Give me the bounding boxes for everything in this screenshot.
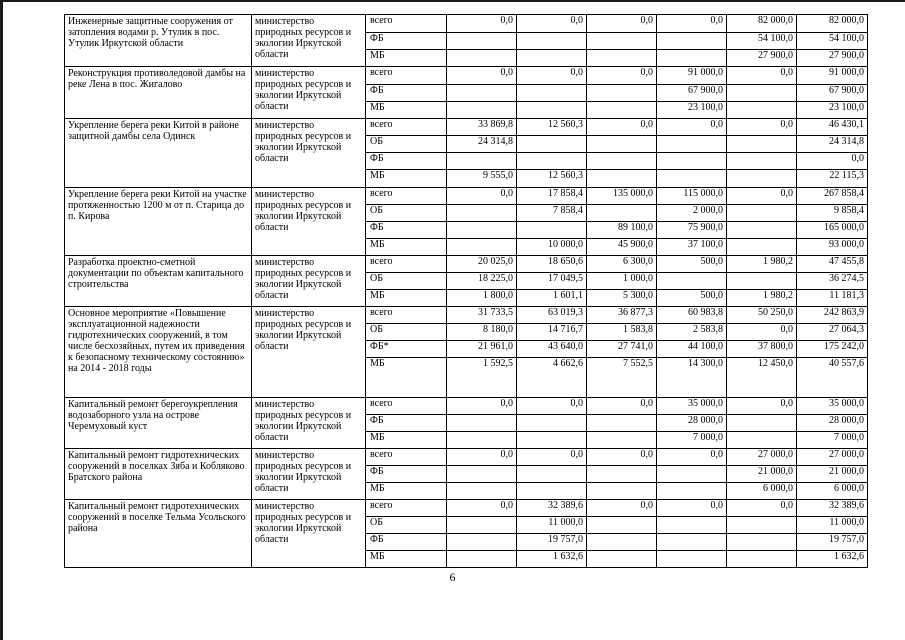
funding-source-cell: ОБ	[366, 273, 447, 290]
funding-source-cell: МБ	[366, 239, 447, 256]
funding-source-cell: МБ	[366, 102, 447, 119]
year-value-cell	[447, 222, 517, 239]
year-value-cell: 115 000,0	[657, 188, 727, 205]
table-row	[65, 119, 868, 136]
year-value-cell	[587, 517, 657, 534]
funding-source-cell: всего	[366, 307, 447, 324]
page-number: 6	[449, 570, 456, 584]
year-value-cell	[587, 534, 657, 551]
executor-cell: министерство природных ресурсов и экологии Иркутской области	[252, 67, 366, 119]
funding-source-cell: всего	[366, 449, 447, 466]
year-value-cell: 0,0	[447, 15, 517, 33]
year-value-cell	[727, 551, 797, 568]
year-value-cell	[657, 517, 727, 534]
year-value-cell: 37 800,0	[727, 341, 797, 358]
funding-source-cell: ФБ	[366, 222, 447, 239]
year-value-cell: 1 980,2	[727, 290, 797, 307]
year-value-cell	[727, 170, 797, 188]
year-value-cell: 60 983,8	[657, 307, 727, 324]
year-value-cell: 0,0	[587, 15, 657, 33]
year-value-cell	[657, 33, 727, 50]
year-value-cell: 75 900,0	[657, 222, 727, 239]
year-value-cell	[447, 534, 517, 551]
year-value-cell	[517, 415, 587, 432]
total-value-cell: 19 757,0	[797, 534, 868, 551]
year-value-cell	[447, 239, 517, 256]
year-value-cell	[517, 136, 587, 153]
total-value-cell: 93 000,0	[797, 239, 868, 256]
year-value-cell: 11 000,0	[517, 517, 587, 534]
year-value-cell	[657, 551, 727, 568]
measure-name-cell: Разработка проектно-сметной документации по объектам капитального строительства	[65, 256, 252, 307]
year-value-cell: 0,0	[447, 67, 517, 85]
year-value-cell: 43 640,0	[517, 341, 587, 358]
table-row	[65, 188, 868, 205]
year-value-cell: 0,0	[657, 500, 727, 517]
year-value-cell: 14 716,7	[517, 324, 587, 341]
year-value-cell	[517, 85, 587, 102]
total-value-cell: 54 100,0	[797, 33, 868, 50]
total-value-cell: 0,0	[797, 153, 868, 170]
year-value-cell: 12 560,3	[517, 119, 587, 136]
year-value-cell: 17 858,4	[517, 188, 587, 205]
year-value-cell: 91 000,0	[657, 67, 727, 85]
year-value-cell	[447, 415, 517, 432]
funding-source-cell: МБ	[366, 170, 447, 188]
total-value-cell: 175 242,0	[797, 341, 868, 358]
funding-source-cell: всего	[366, 67, 447, 85]
year-value-cell: 0,0	[587, 449, 657, 466]
executor-cell: министерство природных ресурсов и экологии Иркутской области	[252, 256, 366, 307]
funding-source-cell: всего	[366, 500, 447, 517]
measure-name-cell: Укрепление берега реки Китой на участке протяженностью 1200 м от п. Старица до п. Кирова	[65, 188, 252, 256]
year-value-cell: 1 000,0	[587, 273, 657, 290]
executor-cell: министерство природных ресурсов и экологии Иркутской области	[252, 449, 366, 500]
year-value-cell: 37 100,0	[657, 239, 727, 256]
year-value-cell	[517, 50, 587, 67]
year-value-cell: 18 225,0	[447, 273, 517, 290]
funding-source-cell: МБ	[366, 50, 447, 67]
year-value-cell: 500,0	[657, 256, 727, 273]
year-value-cell: 32 389,6	[517, 500, 587, 517]
year-value-cell: 0,0	[657, 15, 727, 33]
year-value-cell: 135 000,0	[587, 188, 657, 205]
year-value-cell	[447, 50, 517, 67]
funding-source-cell: МБ	[366, 358, 447, 398]
funding-source-cell: МБ	[366, 483, 447, 500]
funding-source-cell: всего	[366, 398, 447, 415]
executor-cell: министерство природных ресурсов и экологии Иркутской области	[252, 188, 366, 256]
year-value-cell: 6 000,0	[727, 483, 797, 500]
year-value-cell: 33 869,8	[447, 119, 517, 136]
year-value-cell: 7 000,0	[657, 432, 727, 449]
funding-source-cell: ФБ	[366, 415, 447, 432]
year-value-cell: 21 961,0	[447, 341, 517, 358]
total-value-cell: 27 000,0	[797, 449, 868, 466]
funding-source-cell: ОБ	[366, 136, 447, 153]
year-value-cell: 0,0	[517, 449, 587, 466]
year-value-cell: 0,0	[517, 67, 587, 85]
funding-source-cell: ОБ	[366, 205, 447, 222]
total-value-cell: 23 100,0	[797, 102, 868, 119]
funding-source-cell: МБ	[366, 290, 447, 307]
year-value-cell: 0,0	[727, 398, 797, 415]
year-value-cell: 5 300,0	[587, 290, 657, 307]
year-value-cell	[447, 483, 517, 500]
year-value-cell: 63 019,3	[517, 307, 587, 324]
total-value-cell: 82 000,0	[797, 15, 868, 33]
funding-source-cell: ФБ	[366, 534, 447, 551]
year-value-cell	[587, 50, 657, 67]
year-value-cell: 1 800,0	[447, 290, 517, 307]
year-value-cell	[517, 33, 587, 50]
funding-source-cell: ФБ*	[366, 341, 447, 358]
year-value-cell: 0,0	[447, 188, 517, 205]
year-value-cell	[657, 136, 727, 153]
year-value-cell	[727, 136, 797, 153]
year-value-cell	[517, 466, 587, 483]
year-value-cell: 31 733,5	[447, 307, 517, 324]
table-row	[65, 256, 868, 273]
year-value-cell	[587, 415, 657, 432]
year-value-cell	[727, 517, 797, 534]
total-value-cell: 27 900,0	[797, 50, 868, 67]
year-value-cell: 89 100,0	[587, 222, 657, 239]
year-value-cell: 500,0	[657, 290, 727, 307]
year-value-cell	[447, 551, 517, 568]
measure-name-cell: Укрепление берега реки Китой в районе защитной дамбы села Одинск	[65, 119, 252, 188]
funding-source-cell: всего	[366, 15, 447, 33]
year-value-cell: 23 100,0	[657, 102, 727, 119]
funding-source-cell: всего	[366, 119, 447, 136]
year-value-cell: 0,0	[517, 15, 587, 33]
year-value-cell: 0,0	[447, 449, 517, 466]
year-value-cell: 10 000,0	[517, 239, 587, 256]
year-value-cell: 82 000,0	[727, 15, 797, 33]
year-value-cell: 44 100,0	[657, 341, 727, 358]
year-value-cell	[727, 273, 797, 290]
year-value-cell: 0,0	[587, 500, 657, 517]
year-value-cell: 4 662,6	[517, 358, 587, 398]
total-value-cell: 22 115,3	[797, 170, 868, 188]
year-value-cell	[727, 415, 797, 432]
year-value-cell: 0,0	[587, 398, 657, 415]
year-value-cell: 28 000,0	[657, 415, 727, 432]
funding-source-cell: всего	[366, 256, 447, 273]
year-value-cell	[447, 517, 517, 534]
year-value-cell	[657, 153, 727, 170]
year-value-cell	[587, 170, 657, 188]
total-value-cell: 1 632,6	[797, 551, 868, 568]
year-value-cell	[727, 153, 797, 170]
total-value-cell: 9 858,4	[797, 205, 868, 222]
total-value-cell: 46 430,1	[797, 119, 868, 136]
total-value-cell: 165 000,0	[797, 222, 868, 239]
year-value-cell: 2 000,0	[657, 205, 727, 222]
year-value-cell	[727, 205, 797, 222]
year-value-cell	[727, 222, 797, 239]
year-value-cell: 8 180,0	[447, 324, 517, 341]
funding-source-cell: всего	[366, 188, 447, 205]
year-value-cell: 21 000,0	[727, 466, 797, 483]
year-value-cell: 27 000,0	[727, 449, 797, 466]
scan-edge-top	[0, 0, 905, 2]
total-value-cell: 35 000,0	[797, 398, 868, 415]
year-value-cell	[447, 33, 517, 50]
year-value-cell	[447, 432, 517, 449]
year-value-cell: 0,0	[727, 67, 797, 85]
table-row	[65, 398, 868, 415]
year-value-cell	[657, 170, 727, 188]
year-value-cell	[657, 273, 727, 290]
year-value-cell	[517, 483, 587, 500]
year-value-cell: 0,0	[727, 119, 797, 136]
year-value-cell: 1 592,5	[447, 358, 517, 398]
year-value-cell: 1 601,1	[517, 290, 587, 307]
funding-source-cell: МБ	[366, 432, 447, 449]
table-row	[65, 67, 868, 85]
year-value-cell	[657, 483, 727, 500]
funding-source-cell: МБ	[366, 551, 447, 568]
year-value-cell: 67 900,0	[657, 85, 727, 102]
table-row	[65, 15, 868, 33]
measure-name-cell: Капитальный ремонт гидротехнических сооружений в поселке Тельма Усольского района	[65, 500, 252, 568]
total-value-cell: 6 000,0	[797, 483, 868, 500]
year-value-cell: 14 300,0	[657, 358, 727, 398]
year-value-cell: 19 757,0	[517, 534, 587, 551]
funding-source-cell: ОБ	[366, 517, 447, 534]
table-body	[65, 15, 868, 568]
total-value-cell: 47 455,8	[797, 256, 868, 273]
funding-source-cell: ОБ	[366, 324, 447, 341]
table-row	[65, 307, 868, 324]
year-value-cell	[657, 534, 727, 551]
executor-cell: министерство природных ресурсов и экологии Иркутской области	[252, 398, 366, 449]
total-value-cell: 27 064,3	[797, 324, 868, 341]
year-value-cell: 9 555,0	[447, 170, 517, 188]
year-value-cell: 1 980,2	[727, 256, 797, 273]
total-value-cell: 21 000,0	[797, 466, 868, 483]
total-value-cell: 28 000,0	[797, 415, 868, 432]
total-value-cell: 40 557,6	[797, 358, 868, 398]
executor-cell: министерство природных ресурсов и экологии Иркутской области	[252, 500, 366, 568]
total-value-cell: 11 181,3	[797, 290, 868, 307]
year-value-cell	[727, 85, 797, 102]
total-value-cell: 267 858,4	[797, 188, 868, 205]
measure-name-cell: Капитальный ремонт гидротехнических сооружений в поселках Зяба и Кобляково Братского района	[65, 449, 252, 500]
year-value-cell: 7 858,4	[517, 205, 587, 222]
year-value-cell	[727, 534, 797, 551]
executor-cell: министерство природных ресурсов и экологии Иркутской области	[252, 15, 366, 67]
year-value-cell	[657, 50, 727, 67]
year-value-cell: 54 100,0	[727, 33, 797, 50]
year-value-cell: 2 583,8	[657, 324, 727, 341]
year-value-cell: 18 650,6	[517, 256, 587, 273]
executor-cell: министерство природных ресурсов и экологии Иркутской области	[252, 119, 366, 188]
year-value-cell	[447, 102, 517, 119]
funding-source-cell: ФБ	[366, 153, 447, 170]
year-value-cell: 17 049,5	[517, 273, 587, 290]
year-value-cell: 0,0	[657, 449, 727, 466]
year-value-cell: 0,0	[587, 67, 657, 85]
year-value-cell	[447, 153, 517, 170]
year-value-cell: 6 300,0	[587, 256, 657, 273]
year-value-cell: 0,0	[727, 324, 797, 341]
year-value-cell: 27 900,0	[727, 50, 797, 67]
year-value-cell: 50 250,0	[727, 307, 797, 324]
total-value-cell: 7 000,0	[797, 432, 868, 449]
budget-table	[64, 14, 868, 568]
scan-edge-left	[0, 0, 3, 640]
table-row	[65, 500, 868, 517]
year-value-cell: 24 314,8	[447, 136, 517, 153]
year-value-cell	[587, 551, 657, 568]
year-value-cell	[447, 85, 517, 102]
total-value-cell: 11 000,0	[797, 517, 868, 534]
measure-name-cell: Капитальный ремонт берегоукрепления водозаборного узла на острове Черемуховый куст	[65, 398, 252, 449]
total-value-cell: 91 000,0	[797, 67, 868, 85]
year-value-cell: 0,0	[447, 500, 517, 517]
year-value-cell: 1 632,6	[517, 551, 587, 568]
year-value-cell	[517, 102, 587, 119]
year-value-cell: 1 583,8	[587, 324, 657, 341]
year-value-cell	[587, 205, 657, 222]
year-value-cell	[517, 222, 587, 239]
year-value-cell: 12 450,0	[727, 358, 797, 398]
year-value-cell: 0,0	[587, 119, 657, 136]
funding-source-cell: ФБ	[366, 85, 447, 102]
table-row	[65, 449, 868, 466]
measure-name-cell: Основное мероприятие «Повышение эксплуатационной надежности гидротехнических сооружений, в том числе бесхозяйных, путем их приведения к безопасному техническому состоянию» на 2014 - 2018 годы	[65, 307, 252, 398]
total-value-cell: 24 314,8	[797, 136, 868, 153]
year-value-cell	[587, 466, 657, 483]
year-value-cell	[517, 153, 587, 170]
year-value-cell	[517, 432, 587, 449]
year-value-cell: 0,0	[727, 500, 797, 517]
funding-source-cell: ФБ	[366, 466, 447, 483]
year-value-cell: 36 877,3	[587, 307, 657, 324]
measure-name-cell: Инженерные защитные сооружения от затопления водами р. Утулик в пос. Утулик Иркутской области	[65, 15, 252, 67]
year-value-cell	[587, 102, 657, 119]
year-value-cell: 0,0	[447, 398, 517, 415]
executor-cell: министерство природных ресурсов и экологии Иркутской области	[252, 307, 366, 398]
year-value-cell	[447, 466, 517, 483]
year-value-cell: 0,0	[657, 119, 727, 136]
year-value-cell: 7 552,5	[587, 358, 657, 398]
year-value-cell	[657, 466, 727, 483]
year-value-cell	[727, 239, 797, 256]
year-value-cell	[447, 205, 517, 222]
year-value-cell	[727, 432, 797, 449]
year-value-cell: 0,0	[517, 398, 587, 415]
year-value-cell	[587, 85, 657, 102]
year-value-cell: 12 560,3	[517, 170, 587, 188]
year-value-cell	[587, 136, 657, 153]
total-value-cell: 32 389,6	[797, 500, 868, 517]
year-value-cell: 20 025,0	[447, 256, 517, 273]
year-value-cell	[587, 483, 657, 500]
year-value-cell	[587, 432, 657, 449]
year-value-cell	[587, 153, 657, 170]
year-value-cell: 45 900,0	[587, 239, 657, 256]
funding-source-cell: ФБ	[366, 33, 447, 50]
year-value-cell: 27 741,0	[587, 341, 657, 358]
year-value-cell	[727, 102, 797, 119]
year-value-cell: 35 000,0	[657, 398, 727, 415]
year-value-cell	[587, 33, 657, 50]
total-value-cell: 67 900,0	[797, 85, 868, 102]
measure-name-cell: Реконструкция противоледовой дамбы на реке Лена в пос. Жигалово	[65, 67, 252, 119]
total-value-cell: 242 863,9	[797, 307, 868, 324]
year-value-cell: 0,0	[727, 188, 797, 205]
total-value-cell: 36 274,5	[797, 273, 868, 290]
